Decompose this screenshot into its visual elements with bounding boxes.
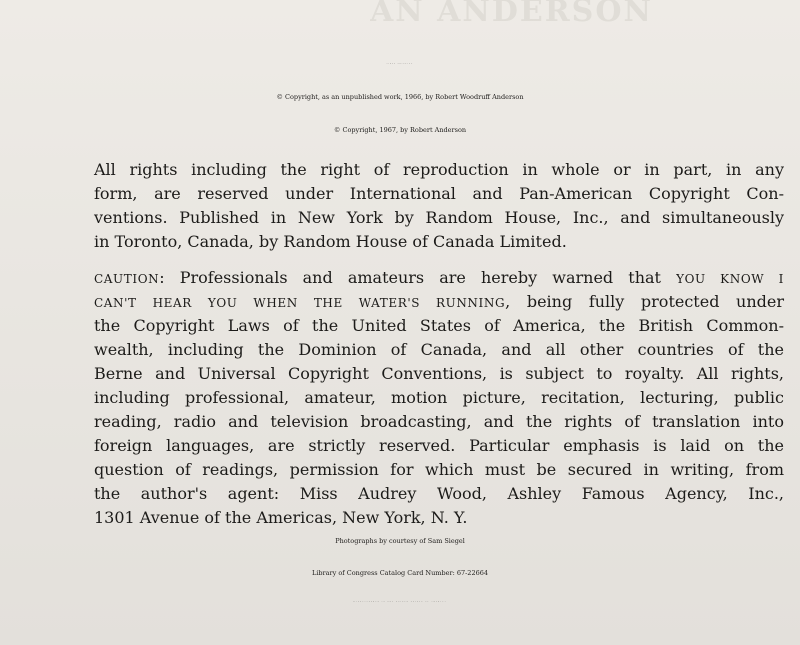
play-title-part1: YOU KNOW I	[676, 272, 784, 286]
manufactured-line: MANUFACTURED IN THE UNITED STATES OF AMERICA	[353, 602, 447, 603]
first-printing-heading: FIRST PRINTING	[386, 64, 414, 65]
rights-line: in Toronto, Canada, by Random House of Canada Limited.	[94, 232, 567, 251]
library-of-congress-number: Library of Congress Catalog Card Number: 67-22664	[312, 569, 488, 577]
caution-line: Berne and Universal Copyright Conventions, is subject to royalty. All rights,	[94, 364, 784, 383]
caution-intro-text: : Professionals and amateurs are hereby warned that	[159, 268, 677, 287]
photographs-credit: Photographs by courtesy of Sam Siegel	[335, 537, 465, 545]
caution-label: CAUTION	[94, 272, 160, 286]
copyright-unpublished-line: © Copyright, as an unpublished work, 1966, by Robert Woodruff Anderson	[276, 93, 524, 101]
caution-line: 1301 Avenue of the Americas, New York, N. Y.	[94, 508, 468, 527]
caution-line: wealth, including the Dominion of Canada, and all other countries of the	[94, 340, 784, 359]
caution-line: foreign languages, are strictly reserved. Particular emphasis is laid on the	[94, 436, 784, 455]
caution-line: the author's agent: Miss Audrey Wood, Ashley Famous Agency, Inc.,	[94, 484, 784, 503]
play-title-part2: CAN'T HEAR YOU WHEN THE WATER'S RUNNING	[94, 296, 506, 310]
caution-line: the Copyright Laws of the United States of America, the British Common-	[94, 316, 784, 335]
caution-line2-text: , being fully protected under	[505, 292, 785, 311]
caution-line: including professional, amateur, motion picture, recitation, lecturing, public	[94, 388, 784, 407]
caution-line: reading, radio and television broadcasting, and the rights of translation into	[94, 412, 784, 431]
rights-line: form, are reserved under International and Pan-American Copyright Con-	[94, 184, 784, 203]
copyright-published-line: © Copyright, 1967, by Robert Anderson	[333, 126, 467, 134]
bleed-through-text: AN ANDERSON	[370, 0, 653, 29]
caution-line	[94, 266, 784, 290]
rights-line: ventions. Published in New York by Random House, Inc., and simultaneously	[94, 208, 784, 227]
rights-line: All rights including the right of reproduction in whole or in part, in any	[94, 160, 784, 179]
caution-line	[94, 290, 784, 314]
caution-line: question of readings, permission for which must be secured in writing, from	[94, 460, 784, 479]
caution-paragraph	[94, 266, 784, 530]
rights-paragraph	[94, 158, 784, 254]
